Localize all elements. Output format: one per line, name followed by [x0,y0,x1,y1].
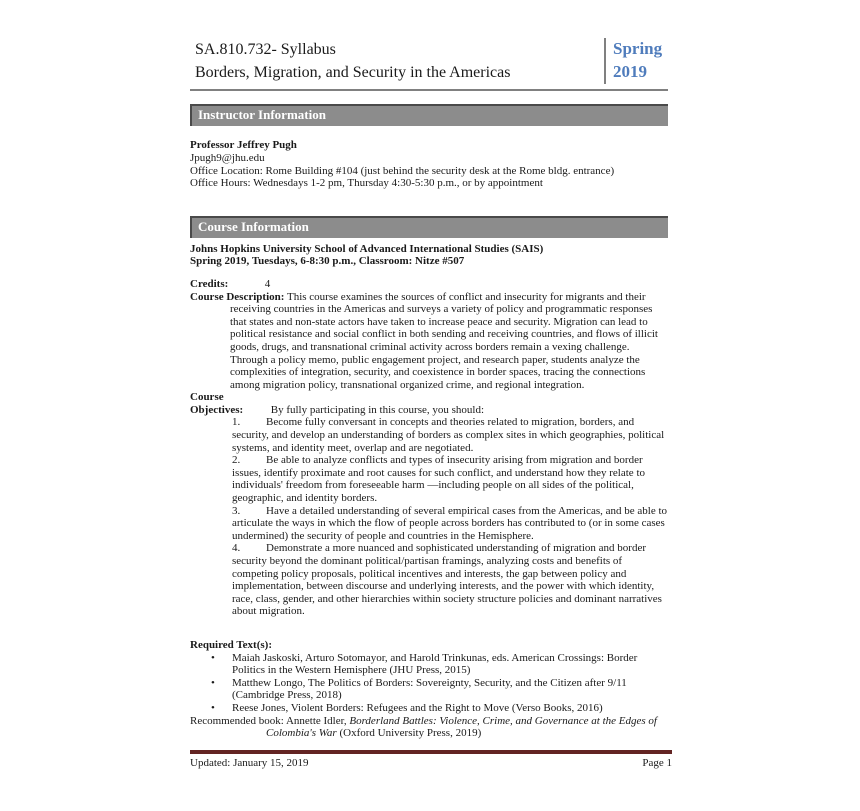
course-title: Borders, Migration, and Security in the Americas [195,64,511,82]
credits-label: Credits: [190,277,229,290]
course-code: SA.810.732- Syllabus [195,41,336,58]
credits-row [190,278,668,291]
course-description-text: This course examines the sources of conflict and insecurity for migrants and their receiving countries in the Americas and surveys a variety of policy and programmatic responses that states and non-state actors have taken to increase peace and security. Migration can lead to political resistance and social conflict in both sending and receiving countries, and flows of illicit goods, drugs, and transnational criminal activity across borders remain a vexing challenge. Through a policy memo, public engagement project, and research paper, students analyze the complexities of integration, security, and coexistence in border spaces, tracing the connections among migration policy, transnational organized crime, and regional integration. [230,290,658,391]
recommended-author: Annette Idler, [285,714,347,727]
page-footer [190,750,672,770]
objective-text: Have a detailed understanding of several empirical cases from the Americas, and be able to articulate the ways in which the flow of people across borders has contributed to (or in some cases undermined) the security of people and countries in the Hemisphere. [232,504,668,542]
objective-number: 3. [232,504,241,517]
objectives-list [232,416,668,618]
bullet-icon: • [211,701,215,714]
section-heading-course-information: Course Information [190,216,668,238]
school-name: Johns Hopkins University School of Advanced International Studies (SAIS) [190,242,544,255]
term-season: Spring [613,39,663,58]
page-number: Page 1 [642,757,672,769]
required-text-item [190,677,668,702]
recommended-title: Borderland Battles: Violence, Crime, and Governance at the Edges of Colombia's War [266,714,657,740]
required-texts-label: Required Text(s): [190,638,272,651]
objective-number: 2. [232,454,241,467]
section-heading-instructor-information: Instructor Information [190,104,668,126]
document-header [190,38,668,91]
page-content [190,0,668,740]
office-hours: Office Hours: Wednesdays 1-2 pm, Thursday 4:30-5:30 p.m., or by appointment [190,177,543,190]
instructor-details [190,139,668,189]
course-description-label: Course Description: [190,290,285,303]
professor-name: Professor Jeffrey Pugh [190,139,297,152]
objective-number: 1. [232,416,241,429]
course-description [190,291,668,392]
objective-item [232,416,668,454]
required-text: Reese Jones, Violent Borders: Refugees and the Right to Move (Verso Books, 2016) [232,701,603,714]
objectives-intro: By fully participating in this course, you should: [270,403,485,416]
updated-date: Updated: January 15, 2019 [190,757,309,769]
professor-email: Jpugh9@jhu.edu [190,151,265,164]
recommended-publisher: (Oxford University Press, 2019) [339,727,482,740]
objective-text: Be able to analyze conflicts and types of insecurity arising from migration and border issues, identify proximate and root causes for such conflict, and understand how they relate to individuals' freedom from foreseeable harm —including people on all sides of the political, geographic, and identity borders. [232,454,645,505]
credits-value: 4 [264,277,271,290]
title-block [190,38,604,84]
objective-text: Demonstrate a more nuanced and sophisticated understanding of migration and border security beyond the dominant political/partisan framings, analyzing costs and benefits of competing policy proposals, political incentives and interests, the gap between policy and implementation, between discourse and underlying interests, and the power with which identity, race, class, gender, and other hierarchies within society structure policies and dominant narratives about migration. [232,542,662,618]
objectives-label-line1: Course [190,391,224,404]
required-text-item [190,652,668,677]
term-badge [604,38,668,84]
required-text: Maiah Jaskoski, Arturo Sotomayor, and Harold Trinkunas, eds. American Crossings: Border Politics in the Western Hemisphere (JHU Press, 2015) [232,651,638,677]
required-text: Matthew Longo, The Politics of Borders: Sovereignty, Security, and the Citizen after 9/11 (Cambridge Press, 2018) [232,676,627,702]
office-location: Office Location: Rome Building #104 (just behind the security desk at the Rome bldg. entrance) [190,164,615,177]
recommended-book [190,715,668,740]
required-text-item [190,702,668,715]
objectives-intro-row [190,404,668,417]
objective-number: 4. [232,542,241,555]
bullet-icon: • [211,651,215,664]
course-schedule: Spring 2019, Tuesdays, 6-8:30 p.m., Classroom: Nitze #507 [190,255,465,268]
objective-item [232,454,668,504]
objectives-label-line2: Objectives: [190,403,244,416]
course-details [190,243,668,740]
footer-row [190,754,672,770]
objective-item [232,505,668,543]
bullet-icon: • [211,676,215,689]
term-year: 2019 [613,61,647,81]
recommended-label: Recommended book: [190,714,286,727]
objective-text: Become fully conversant in concepts and theories related to migration, borders, and security, and develop an understanding of borders as complex sites in which geographies, political systems, and identity meet, overlap and are negotiated. [232,416,665,454]
objective-item [232,542,668,618]
